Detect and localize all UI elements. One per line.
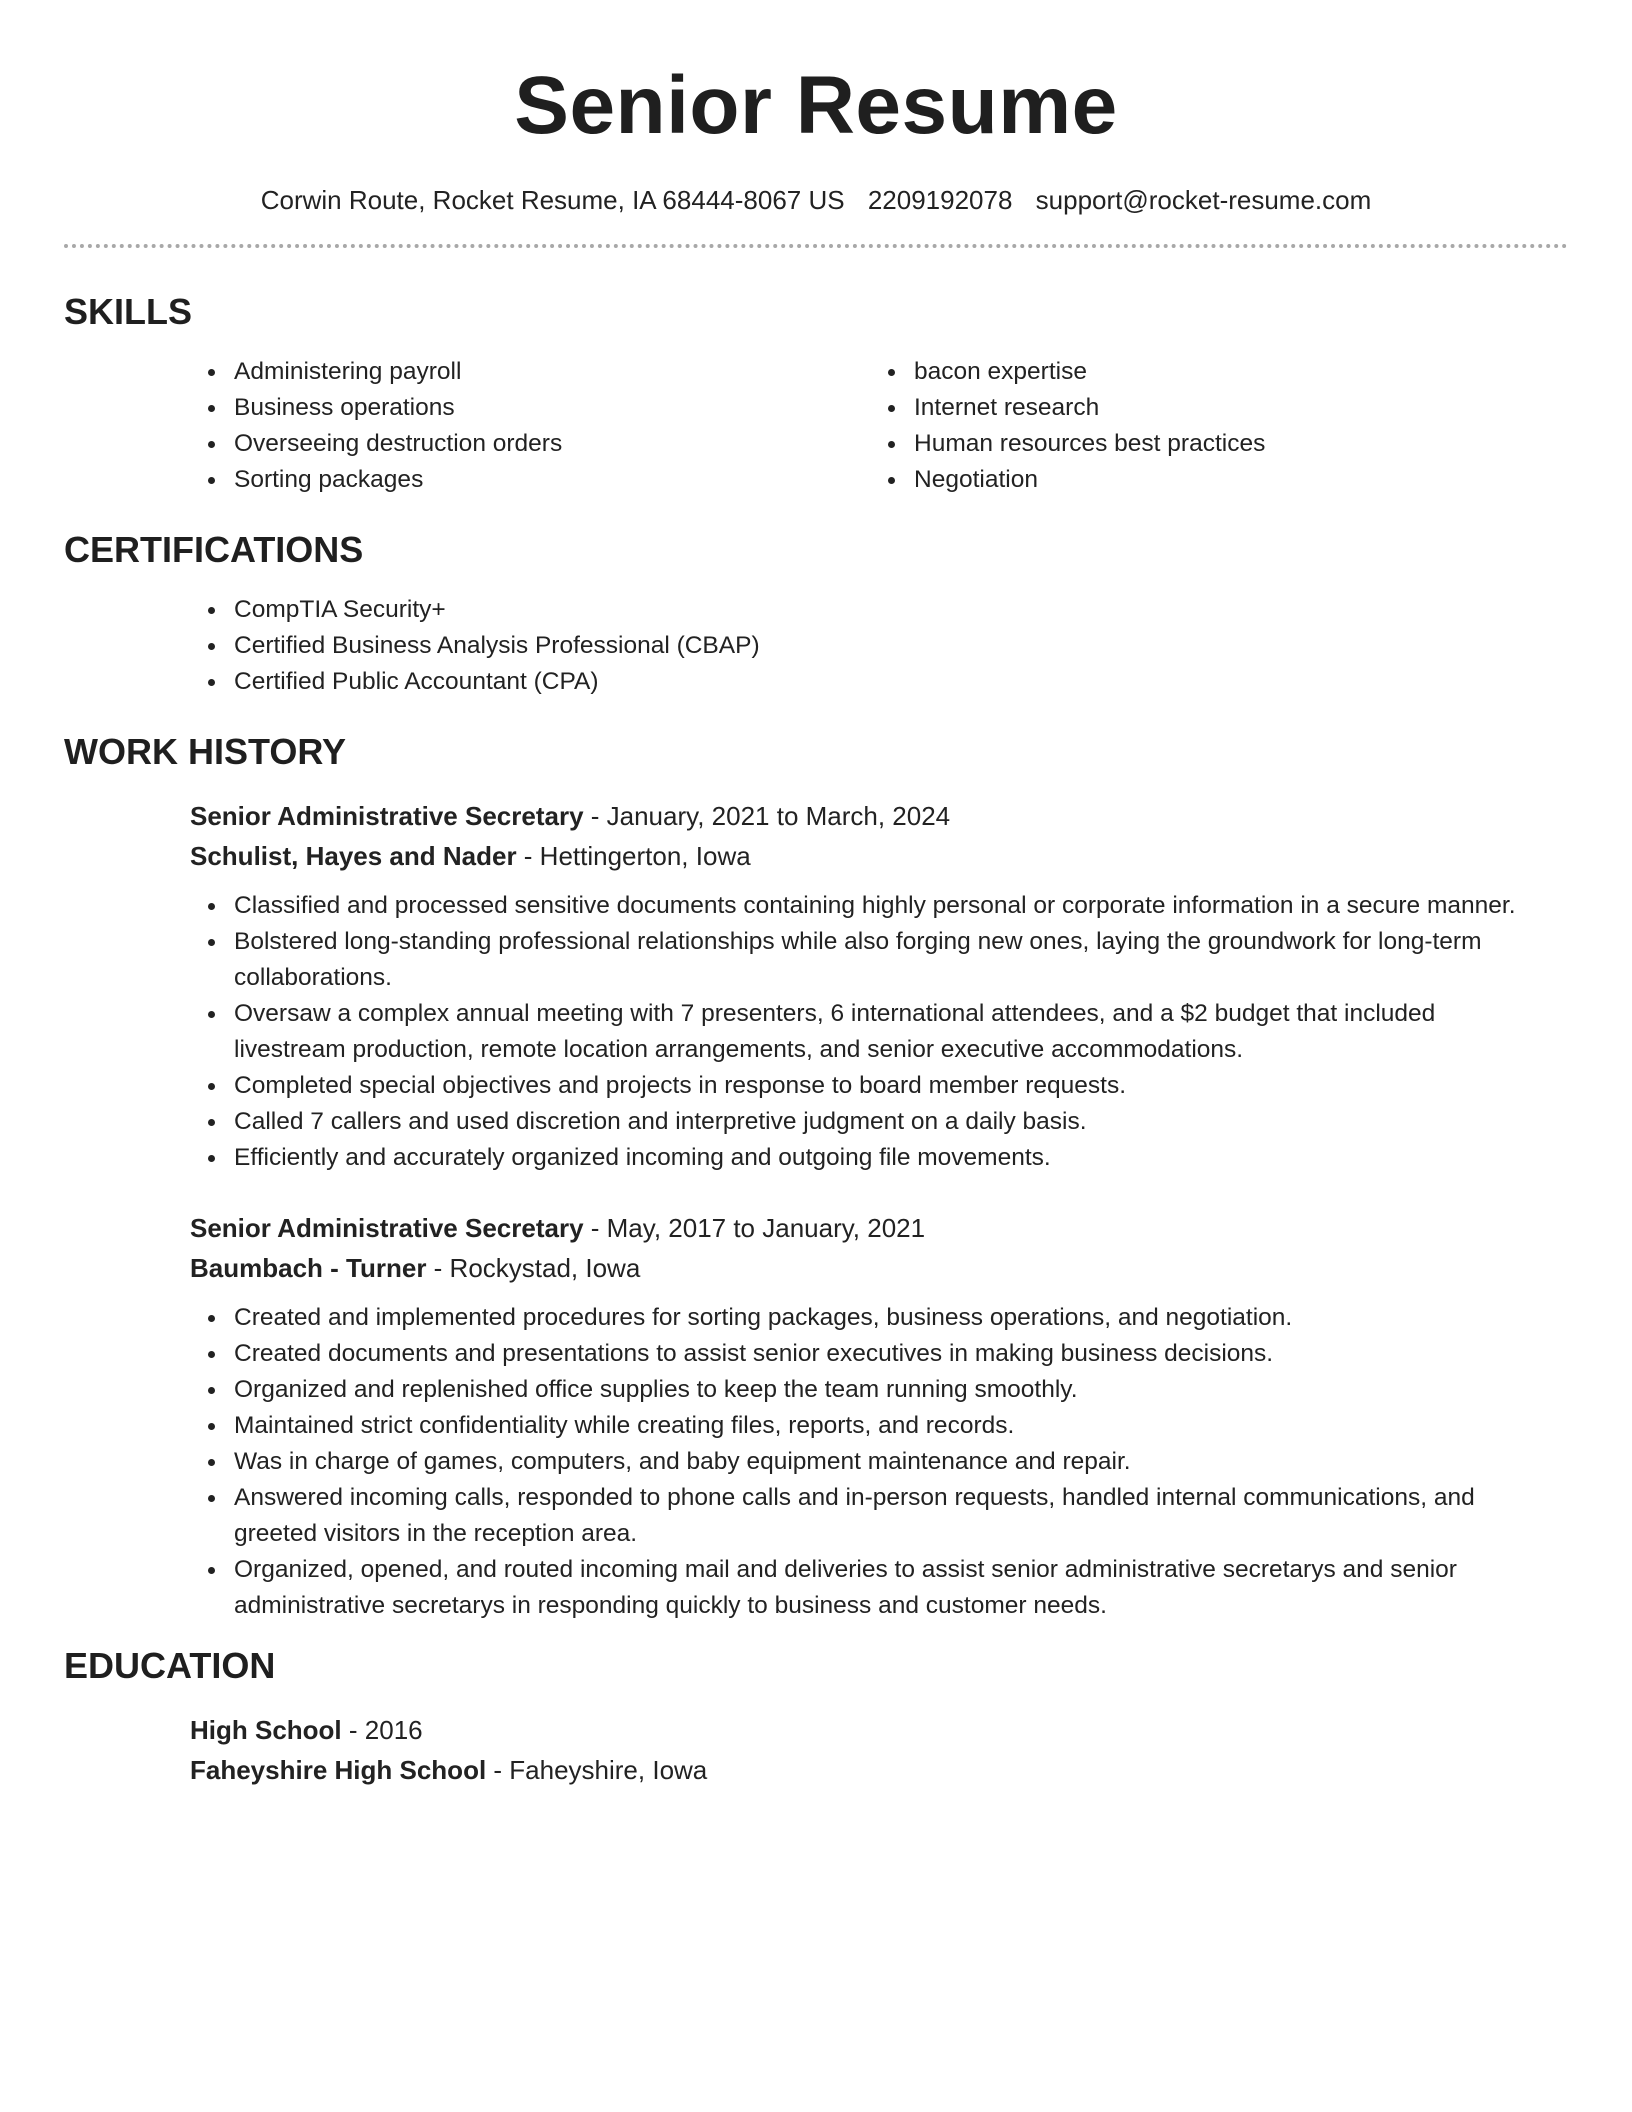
job-dates: - May, 2017 to January, 2021 xyxy=(583,1213,926,1243)
job-title-line xyxy=(190,1208,1568,1248)
contact-email: support@rocket-resume.com xyxy=(1035,185,1372,215)
job-company-line xyxy=(190,836,1568,876)
job-bullet: Answered incoming calls, responded to phone calls and in-person requests, handled internal communications, and greeted visitors in the reception area. xyxy=(64,1480,1568,1552)
job-bullets xyxy=(64,1300,1568,1624)
job-bullet: Classified and processed sensitive documents containing highly personal or corporate information in a secure manner. xyxy=(64,888,1568,924)
job-bullet: Organized and replenished office supplies to keep the team running smoothly. xyxy=(64,1372,1568,1408)
job-bullets xyxy=(64,888,1568,1176)
job-bullet: Created documents and presentations to assist senior executives in making business decisions. xyxy=(64,1336,1568,1372)
skill-item: Business operations xyxy=(64,390,744,426)
work-history-heading: WORK HISTORY xyxy=(64,731,347,772)
job-title-line xyxy=(190,796,1568,836)
skill-item: Overseeing destruction orders xyxy=(64,426,744,462)
job-bullet: Called 7 callers and used discretion and interpretive judgment on a daily basis. xyxy=(64,1104,1568,1140)
certifications-heading: CERTIFICATIONS xyxy=(64,529,364,570)
certifications-list xyxy=(64,592,1568,700)
job-company-line xyxy=(190,1248,1568,1288)
skill-item: Internet research xyxy=(744,390,1444,426)
resume-name: Senior Resume xyxy=(514,60,1118,151)
job-company: Schulist, Hayes and Nader xyxy=(190,841,517,871)
skill-item: Administering payroll xyxy=(64,354,744,390)
education-location: - Faheyshire, Iowa xyxy=(486,1755,708,1785)
job-bullet: Efficiently and accurately organized incoming and outgoing file movements. xyxy=(64,1140,1568,1176)
education-degree-line xyxy=(190,1710,1568,1750)
certification-item: CompTIA Security+ xyxy=(64,592,1568,628)
contact-address: Corwin Route, Rocket Resume, IA 68444-8067 US xyxy=(260,185,845,215)
skill-item: Sorting packages xyxy=(64,462,744,498)
education-school: Faheyshire High School xyxy=(190,1755,487,1785)
skills-grid xyxy=(64,354,1568,498)
skill-item: Human resources best practices xyxy=(744,426,1444,462)
job-entry xyxy=(190,796,1568,1176)
job-bullet: Bolstered long-standing professional relationships while also forging new ones, laying the groundwork for long-term collaborations. xyxy=(64,924,1568,996)
skills-heading: SKILLS xyxy=(64,291,193,332)
job-entry xyxy=(190,1208,1568,1624)
job-bullet: Was in charge of games, computers, and baby equipment maintenance and repair. xyxy=(64,1444,1568,1480)
skill-item: bacon expertise xyxy=(744,354,1444,390)
contact-line xyxy=(64,182,1568,218)
job-bullet: Created and implemented procedures for sorting packages, business operations, and negotiation. xyxy=(64,1300,1568,1336)
job-role: Senior Administrative Secretary xyxy=(190,1213,584,1243)
education-heading: EDUCATION xyxy=(64,1645,276,1686)
skills-list-left xyxy=(64,354,744,498)
skill-item: Negotiation xyxy=(744,462,1444,498)
job-company: Baumbach - Turner xyxy=(190,1253,427,1283)
job-location: - Hettingerton, Iowa xyxy=(516,841,751,871)
education-degree: High School xyxy=(190,1715,342,1745)
education-school-line xyxy=(190,1750,1568,1790)
education-year: - 2016 xyxy=(341,1715,423,1745)
job-bullet: Oversaw a complex annual meeting with 7 presenters, 6 international attendees, and a $2 budget that included livestream production, remote location arrangements, and senior executive accommodations. xyxy=(64,996,1568,1068)
job-bullet: Maintained strict confidentiality while creating files, reports, and records. xyxy=(64,1408,1568,1444)
job-role: Senior Administrative Secretary xyxy=(190,801,584,831)
job-location: - Rockystad, Iowa xyxy=(426,1253,641,1283)
header-divider xyxy=(64,244,1568,248)
certification-item: Certified Public Accountant (CPA) xyxy=(64,664,1568,700)
job-dates: - January, 2021 to March, 2024 xyxy=(583,801,951,831)
job-bullet: Organized, opened, and routed incoming mail and deliveries to assist senior administrative secretarys and senior administrative secretarys in responding quickly to business and customer needs. xyxy=(64,1552,1568,1624)
contact-phone: 2209192078 xyxy=(867,185,1013,215)
skills-list-right xyxy=(744,354,1444,498)
certification-item: Certified Business Analysis Professional (CBAP) xyxy=(64,628,1568,664)
education-entry xyxy=(190,1710,1568,1790)
job-bullet: Completed special objectives and projects in response to board member requests. xyxy=(64,1068,1568,1104)
